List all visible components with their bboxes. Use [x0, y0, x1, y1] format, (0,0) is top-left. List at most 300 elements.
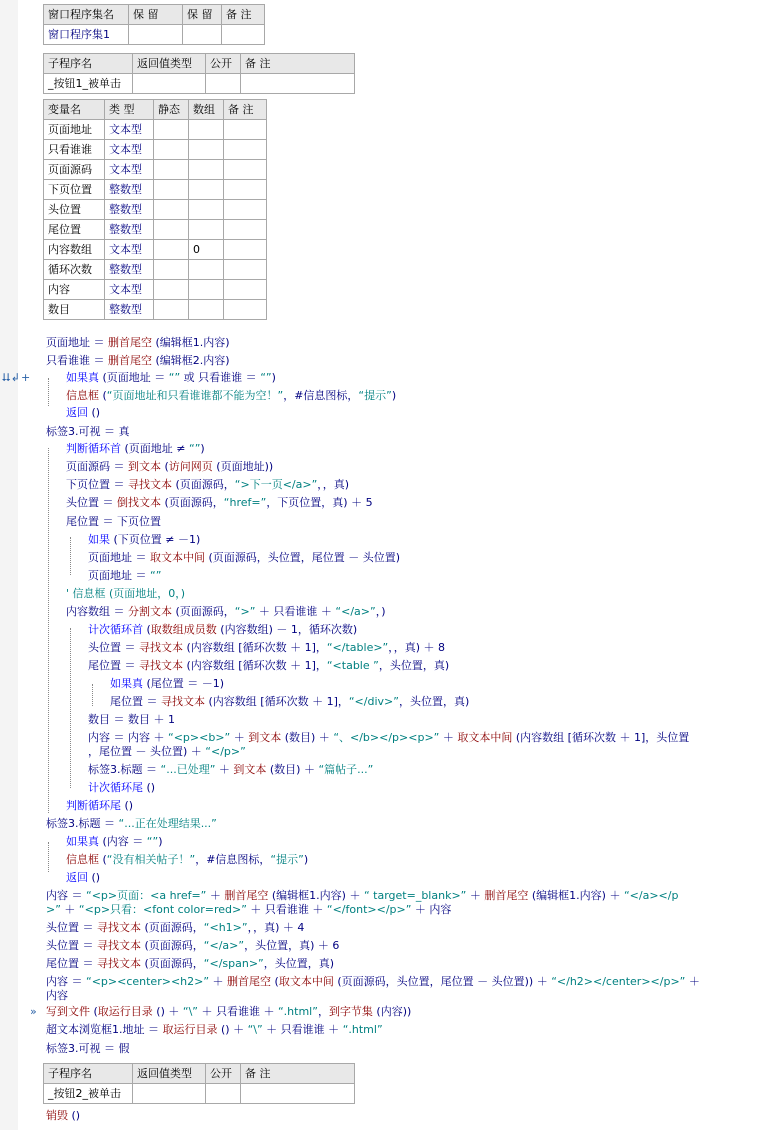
- code-token: 超文本浏览框1.地址 ＝: [46, 1023, 163, 1036]
- code-token: ＋ 只看谁谁 ＋: [246, 903, 327, 916]
- code-token: ＋ 只看谁谁 ＋: [197, 1005, 278, 1018]
- code-token: (: [90, 1005, 98, 1018]
- code-token: 寻找文本: [161, 695, 205, 708]
- flow-guide-line: [48, 842, 49, 872]
- code-token: (页面源码，: [141, 939, 204, 952]
- header-cell: 窗口程序集名: [44, 5, 129, 25]
- code-token: (): [121, 799, 134, 812]
- variable-name: 内容: [44, 280, 105, 300]
- code-token: “</div>”: [348, 695, 399, 708]
- code-line[interactable]: [66, 798, 133, 813]
- code-token: 或 只看谁谁 ＝: [180, 371, 261, 384]
- code-line[interactable]: [46, 335, 230, 350]
- code-line[interactable]: [66, 459, 273, 474]
- empty-cell: [241, 74, 355, 94]
- subroutine-table: [43, 53, 355, 94]
- code-line[interactable]: [110, 676, 224, 691]
- code-line[interactable]: [66, 405, 100, 420]
- code-token: “.html”: [277, 1005, 318, 1018]
- static-cell: [154, 280, 189, 300]
- static-cell: [154, 160, 189, 180]
- flow-guide-line: [70, 628, 71, 788]
- code-token: “<h1>”: [203, 921, 248, 934]
- code-token: (页面地址 ≠: [121, 442, 189, 455]
- code-token: “提示”: [358, 389, 392, 402]
- code-token: (: [99, 389, 107, 402]
- code-line[interactable]: [46, 920, 304, 935]
- variable-type: 整数型: [105, 300, 154, 320]
- breakpoint-arrow-icon[interactable]: »: [30, 1005, 37, 1018]
- code-token: 尾位置 ＝: [110, 695, 161, 708]
- remark-cell: [224, 200, 267, 220]
- code-token: ，: [317, 1005, 329, 1018]
- code-token: 计次循环尾: [88, 781, 143, 794]
- variable-row[interactable]: [44, 280, 267, 300]
- variable-type: 整数型: [105, 180, 154, 200]
- static-cell: [154, 300, 189, 320]
- code-token: 标签3.可视 ＝ 真: [46, 425, 130, 438]
- code-token: ，，真) ＋ 4: [247, 921, 305, 934]
- code-token: “页面地址和只看谁谁都不能为空！”: [106, 389, 284, 402]
- code-token: (内容 ＝: [99, 835, 147, 848]
- code-token: 内容 ＝: [46, 975, 86, 988]
- code-line[interactable]: [88, 658, 449, 673]
- empty-cell: [241, 1084, 355, 1104]
- code-line[interactable]: [88, 744, 246, 759]
- code-token: 取文本中间: [457, 731, 513, 744]
- code-token: 返回: [66, 871, 88, 884]
- empty-cell: [133, 1084, 206, 1104]
- variable-row[interactable]: [44, 180, 267, 200]
- code-token: ，，真): [317, 478, 350, 491]
- code-line[interactable]: [110, 694, 469, 709]
- static-cell: [154, 180, 189, 200]
- code-token: (编辑框2.内容): [152, 354, 230, 367]
- code-token: “</font></p>”: [326, 903, 412, 916]
- code-token: (编辑框1.内容) ＋: [528, 889, 624, 902]
- code-token: “<p>页面：<a href=”: [86, 889, 207, 902]
- remark-cell: [224, 120, 267, 140]
- code-token: 标签3.标题 ＝: [46, 817, 119, 830]
- code-line[interactable]: [88, 712, 175, 727]
- code-token: (内容)): [372, 1005, 412, 1018]
- code-token: 取数组成员数: [150, 623, 217, 636]
- code-line[interactable]: [88, 640, 445, 655]
- code-line[interactable]: [66, 370, 276, 385]
- expand-plus-icon[interactable]: +: [21, 371, 31, 384]
- subroutine-name[interactable]: _按钮2_被单击: [44, 1084, 133, 1104]
- code-token: 到字节集: [328, 1005, 373, 1018]
- variable-name: 页面源码: [44, 160, 105, 180]
- code-token: ＋: [230, 731, 249, 744]
- code-token: “</table>”: [326, 641, 389, 654]
- code-token: “...已处理”: [160, 763, 216, 776]
- code-token: 判断循环首: [66, 442, 121, 455]
- variable-row[interactable]: [44, 200, 267, 220]
- remark-cell: [224, 160, 267, 180]
- code-token: ): [391, 389, 397, 402]
- code-token: 内容 ＝ 内容 ＋: [88, 731, 168, 744]
- subroutine-name[interactable]: _按钮1_被单击: [44, 74, 133, 94]
- code-token: “”: [168, 371, 181, 384]
- code-token: ＋ 只看谁谁 ＋: [262, 1023, 343, 1036]
- code-token: “没有相关帖子！”: [106, 853, 196, 866]
- variable-type: 整数型: [105, 200, 154, 220]
- code-token: “</h2></center></p>”: [551, 975, 686, 988]
- code-line[interactable]: [66, 514, 161, 529]
- code-token: 取运行目录: [97, 1005, 153, 1018]
- header-cell: 备 注: [241, 54, 355, 74]
- code-line[interactable]: [66, 586, 185, 601]
- code-token: “提示”: [270, 853, 304, 866]
- code-token: 内容: [46, 989, 68, 1002]
- code-line[interactable]: [66, 834, 162, 849]
- assembly-name[interactable]: 窗口程序集1: [44, 25, 129, 45]
- array-cell: 0: [189, 240, 224, 260]
- code-token: 倒找文本: [117, 496, 161, 509]
- variable-row[interactable]: [44, 240, 267, 260]
- code-token: “</a>”: [203, 939, 245, 952]
- code-token: 页面地址 ＝: [88, 569, 150, 582]
- array-cell: [189, 300, 224, 320]
- code-token: ＋ 只看谁谁 ＋: [255, 605, 336, 618]
- code-line[interactable]: [46, 424, 130, 439]
- static-cell: [154, 120, 189, 140]
- code-line[interactable]: [46, 888, 678, 903]
- code-token: 到文本: [128, 460, 161, 473]
- empty-cell: [183, 25, 222, 45]
- header-cell: 备 注: [224, 100, 267, 120]
- code-token: (): [88, 406, 101, 419]
- code-line[interactable]: [66, 477, 349, 492]
- code-token: ＋ 内容: [411, 903, 452, 916]
- code-token: (页面源码，: [141, 957, 204, 970]
- code-token: ，#信息图标，: [195, 853, 271, 866]
- code-token: (内容数组) － 1，循环次数): [216, 623, 358, 636]
- header-cell: 公开: [206, 1064, 241, 1084]
- code-token: (: [99, 853, 107, 866]
- code-token: “</a></p: [623, 889, 679, 902]
- array-cell: [189, 200, 224, 220]
- code-token: 寻找文本: [97, 939, 141, 952]
- code-token: 删首尾空: [108, 336, 152, 349]
- code-token: “”: [146, 835, 159, 848]
- code-token: ，，真) ＋ 8: [388, 641, 446, 654]
- code-token: “<p><center><h2>”: [86, 975, 210, 988]
- header-cell: 变量名: [44, 100, 105, 120]
- static-cell: [154, 200, 189, 220]
- code-token: 如果真: [66, 835, 99, 848]
- variable-row[interactable]: [44, 160, 267, 180]
- code-token: (页面源码，: [172, 605, 235, 618]
- code-token: 到文本: [233, 763, 267, 776]
- array-cell: [189, 280, 224, 300]
- code-token: (页面地址)): [212, 460, 274, 473]
- variable-type: 文本型: [105, 140, 154, 160]
- header-cell: 备 注: [222, 5, 265, 25]
- code-token: (页面源码，头位置，尾位置 － 头位置): [205, 551, 401, 564]
- code-token: (: [143, 623, 151, 636]
- code-token: (: [271, 975, 279, 988]
- code-token: 页面地址 ＝: [88, 551, 150, 564]
- header-cell: 类 型: [105, 100, 154, 120]
- code-token: 分割文本: [128, 605, 172, 618]
- code-token: ): [200, 442, 205, 455]
- code-token: ' 信息框 (页面地址，0，): [66, 587, 186, 600]
- code-token: ＋: [215, 763, 234, 776]
- code-token: “<p>只看：<font color=red>”: [78, 903, 247, 916]
- header-cell: 返回值类型: [133, 54, 206, 74]
- variable-name: 数目: [44, 300, 105, 320]
- code-token: 取运行目录: [162, 1023, 218, 1036]
- fold-arrows-icon[interactable]: ⮇↲: [2, 371, 21, 384]
- code-token: 头位置 ＝: [66, 496, 117, 509]
- code-token: “>下一页</a>”: [234, 478, 318, 491]
- variable-row[interactable]: [44, 120, 267, 140]
- code-token: (内容数组 [循环次数 ＋ 1]，: [205, 695, 349, 708]
- flow-guide-line: [48, 448, 49, 813]
- code-token: ，#信息图标，: [283, 389, 359, 402]
- code-line[interactable]: [66, 388, 396, 403]
- code-token: “</span>”: [203, 957, 264, 970]
- header-cell: 保 留: [183, 5, 222, 25]
- variable-name: 下页位置: [44, 180, 105, 200]
- code-line[interactable]: [46, 1108, 80, 1123]
- flow-guide-line: [70, 537, 71, 575]
- header-cell: 公开: [206, 54, 241, 74]
- code-token: 删首尾空: [227, 975, 272, 988]
- static-cell: [154, 220, 189, 240]
- static-cell: [154, 140, 189, 160]
- code-line[interactable]: [46, 938, 339, 953]
- code-token: (数目) ＋: [266, 763, 319, 776]
- code-token: “.html”: [342, 1023, 383, 1036]
- code-line[interactable]: [66, 495, 373, 510]
- code-token: (页面源码，: [161, 496, 224, 509]
- header-cell: 备 注: [241, 1064, 355, 1084]
- code-token: ，): [375, 605, 386, 618]
- code-token: 标签3.标题 ＝: [88, 763, 161, 776]
- code-token: 写到文件: [46, 1005, 90, 1018]
- code-line[interactable]: [46, 974, 700, 989]
- remark-cell: [224, 260, 267, 280]
- code-token: (数目) ＋: [281, 731, 334, 744]
- variable-type: 文本型: [105, 160, 154, 180]
- code-token: ，头位置，真) ＋ 6: [244, 939, 340, 952]
- code-token: ，下页位置，真) ＋ 5: [266, 496, 373, 509]
- code-token: 页面地址 ＝: [46, 336, 108, 349]
- code-token: (页面地址 ＝: [99, 371, 169, 384]
- code-token: (: [161, 460, 169, 473]
- code-line[interactable]: [66, 870, 100, 885]
- code-token: 头位置 ＝: [46, 939, 97, 952]
- array-cell: [189, 160, 224, 180]
- variable-type: 整数型: [105, 260, 154, 280]
- variable-name: 尾位置: [44, 220, 105, 240]
- code-token: 如果真: [110, 677, 143, 690]
- code-token: ，尾位置 － 头位置) ＋: [88, 745, 206, 758]
- variable-type: 文本型: [105, 240, 154, 260]
- variable-name: 内容数组: [44, 240, 105, 260]
- code-token: (): [68, 1109, 81, 1122]
- code-token: 寻找文本: [139, 659, 183, 672]
- code-line[interactable]: [88, 622, 357, 637]
- code-line[interactable]: [46, 902, 451, 917]
- variable-table: [43, 99, 267, 320]
- code-token: ): [271, 371, 276, 384]
- code-token: “”: [150, 569, 162, 582]
- array-cell: [189, 260, 224, 280]
- header-cell: 子程序名: [44, 1064, 133, 1084]
- code-token: ＋: [466, 889, 485, 902]
- code-line[interactable]: [88, 550, 400, 565]
- header-cell: 保 留: [129, 5, 183, 25]
- remark-cell: [224, 240, 267, 260]
- remark-cell: [224, 280, 267, 300]
- code-token: “>”: [234, 605, 256, 618]
- code-token: 下页位置 ＝: [66, 478, 128, 491]
- code-token: 计次循环首: [88, 623, 143, 636]
- code-token: “<table ”: [326, 659, 379, 672]
- code-token: (内容数组 [循环次数 ＋ 1]，: [183, 641, 327, 654]
- code-line[interactable]: [46, 988, 68, 1003]
- code-token: ): [158, 835, 163, 848]
- variable-type: 整数型: [105, 220, 154, 240]
- variable-name: 只看谁谁: [44, 140, 105, 160]
- code-line[interactable]: [46, 353, 230, 368]
- header-cell: 子程序名: [44, 54, 133, 74]
- code-token: 内容 ＝: [46, 889, 86, 902]
- code-token: 返回: [66, 406, 88, 419]
- code-token: “<p><b>”: [168, 731, 231, 744]
- code-line[interactable]: [46, 956, 334, 971]
- code-token: ，头位置，真): [378, 659, 450, 672]
- code-token: (内容数组 [循环次数 ＋ 1]，: [183, 659, 327, 672]
- code-token: 尾位置 ＝ 下页位置: [66, 515, 161, 528]
- code-line[interactable]: [88, 532, 200, 547]
- code-token: “”: [189, 442, 201, 455]
- empty-cell: [133, 74, 206, 94]
- code-line[interactable]: [46, 1004, 411, 1019]
- variable-row[interactable]: [44, 140, 267, 160]
- header-cell: 数组: [189, 100, 224, 120]
- code-line[interactable]: [88, 568, 161, 583]
- code-token: (内容数组 [循环次数 ＋ 1]，头位置: [512, 731, 690, 744]
- code-token: 只看谁谁 ＝: [46, 354, 108, 367]
- code-token: “\”: [247, 1023, 263, 1036]
- code-token: (尾位置 ＝ －1): [143, 677, 225, 690]
- code-token: (编辑框1.内容): [152, 336, 230, 349]
- code-token: 页面源码 ＝: [66, 460, 128, 473]
- code-token: 寻找文本: [139, 641, 183, 654]
- code-token: 到文本: [248, 731, 282, 744]
- code-token: “篇帖子...”: [318, 763, 374, 776]
- empty-cell: [206, 1084, 241, 1104]
- variable-name: 循环次数: [44, 260, 105, 280]
- code-token: ，头位置，真): [398, 695, 470, 708]
- code-token: 信息框: [66, 853, 99, 866]
- code-token: 取文本中间: [278, 975, 334, 988]
- variable-row[interactable]: [44, 220, 267, 240]
- static-cell: [154, 240, 189, 260]
- code-line[interactable]: [46, 816, 217, 831]
- code-token: ＋: [439, 731, 458, 744]
- code-token: ＋: [206, 889, 225, 902]
- remark-cell: [224, 220, 267, 240]
- code-token: “...正在处理结果...”: [118, 817, 217, 830]
- code-token: 内容数组 ＝: [66, 605, 128, 618]
- code-token: >”: [46, 903, 61, 916]
- code-token: “”: [260, 371, 272, 384]
- empty-cell: [129, 25, 183, 45]
- code-token: ＋: [685, 975, 700, 988]
- code-token: 头位置 ＝: [46, 921, 97, 934]
- left-gutter: [0, 0, 21, 1130]
- code-token: ，头位置，真): [263, 957, 335, 970]
- variable-row[interactable]: [44, 300, 267, 320]
- header-cell: 静态: [154, 100, 189, 120]
- code-line[interactable]: [88, 730, 689, 745]
- remark-cell: [224, 300, 267, 320]
- code-line[interactable]: [88, 762, 373, 777]
- code-line[interactable]: [46, 1041, 130, 1056]
- code-line[interactable]: [88, 780, 155, 795]
- variable-row[interactable]: [44, 260, 267, 280]
- flow-guide-line: [48, 378, 49, 406]
- code-token: “、</b></p><p>”: [333, 731, 440, 744]
- variable-name: 页面地址: [44, 120, 105, 140]
- code-token: 销毁: [46, 1109, 68, 1122]
- code-token: 删首尾空: [224, 889, 269, 902]
- code-token: ＋: [209, 975, 228, 988]
- code-line[interactable]: [46, 1022, 383, 1037]
- code-token: (): [88, 871, 101, 884]
- code-token: 寻找文本: [128, 478, 172, 491]
- code-line[interactable]: [66, 852, 308, 867]
- code-token: 删首尾空: [484, 889, 529, 902]
- code-token: (页面源码，: [141, 921, 204, 934]
- code-token: “\”: [182, 1005, 198, 1018]
- variable-type: 文本型: [105, 280, 154, 300]
- code-token: 数目 ＝ 数目 ＋ 1: [88, 713, 175, 726]
- code-token: 信息框: [66, 389, 99, 402]
- code-token: 判断循环尾: [66, 799, 121, 812]
- code-token: (页面源码，头位置，尾位置 － 头位置)) ＋: [333, 975, 552, 988]
- empty-cell: [206, 74, 241, 94]
- code-token: 如果: [88, 533, 110, 546]
- assembly-table: [43, 4, 265, 45]
- static-cell: [154, 260, 189, 280]
- code-token: “ target=_blank>”: [363, 889, 467, 902]
- code-token: 头位置 ＝: [88, 641, 139, 654]
- array-cell: [189, 120, 224, 140]
- code-token: 寻找文本: [97, 921, 141, 934]
- code-token: 如果真: [66, 371, 99, 384]
- array-cell: [189, 180, 224, 200]
- code-token: 删首尾空: [108, 354, 152, 367]
- code-token: (页面源码，: [172, 478, 235, 491]
- variable-name: 头位置: [44, 200, 105, 220]
- empty-cell: [222, 25, 265, 45]
- code-line[interactable]: [66, 441, 205, 456]
- variable-type: 文本型: [105, 120, 154, 140]
- code-token: “</p>”: [205, 745, 246, 758]
- code-line[interactable]: [66, 604, 386, 619]
- code-token: “</a>”: [335, 605, 376, 618]
- code-token: () ＋: [152, 1005, 183, 1018]
- code-token: “href=”: [223, 496, 267, 509]
- code-token: 尾位置 ＝: [46, 957, 97, 970]
